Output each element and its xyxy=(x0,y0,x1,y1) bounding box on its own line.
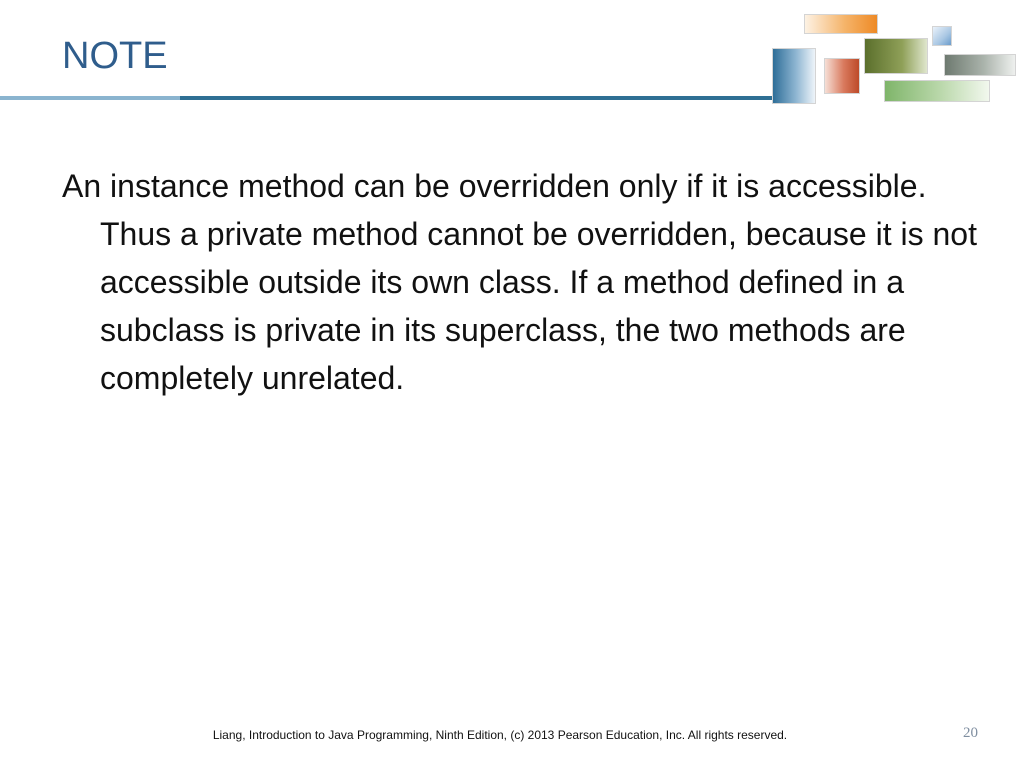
page-number: 20 xyxy=(963,725,978,741)
decor-square-orange xyxy=(804,14,878,34)
decorative-squares xyxy=(760,10,1024,106)
decor-square-green xyxy=(884,80,990,102)
decor-square-red xyxy=(824,58,860,94)
decor-square-blue xyxy=(772,48,816,104)
title-underline xyxy=(180,96,772,100)
decor-square-light-blue xyxy=(932,26,952,46)
slide-title: NOTE xyxy=(62,35,168,77)
decor-square-olive xyxy=(864,38,928,74)
slide-body-text: An instance method can be overridden only if it is accessible. Thus a private method cannot be overridden, because it is not accessible outside its own class. If a method defined in a subclass is private in its superclass, the two methods are completely unrelated. xyxy=(62,168,977,396)
footer-copyright: Liang, Introduction to Java Programming, Ninth Edition, (c) 2013 Pearson Education, Inc. All rights reserved. xyxy=(212,728,788,742)
decor-square-grey xyxy=(944,54,1016,76)
title-underline-fade xyxy=(0,96,180,100)
